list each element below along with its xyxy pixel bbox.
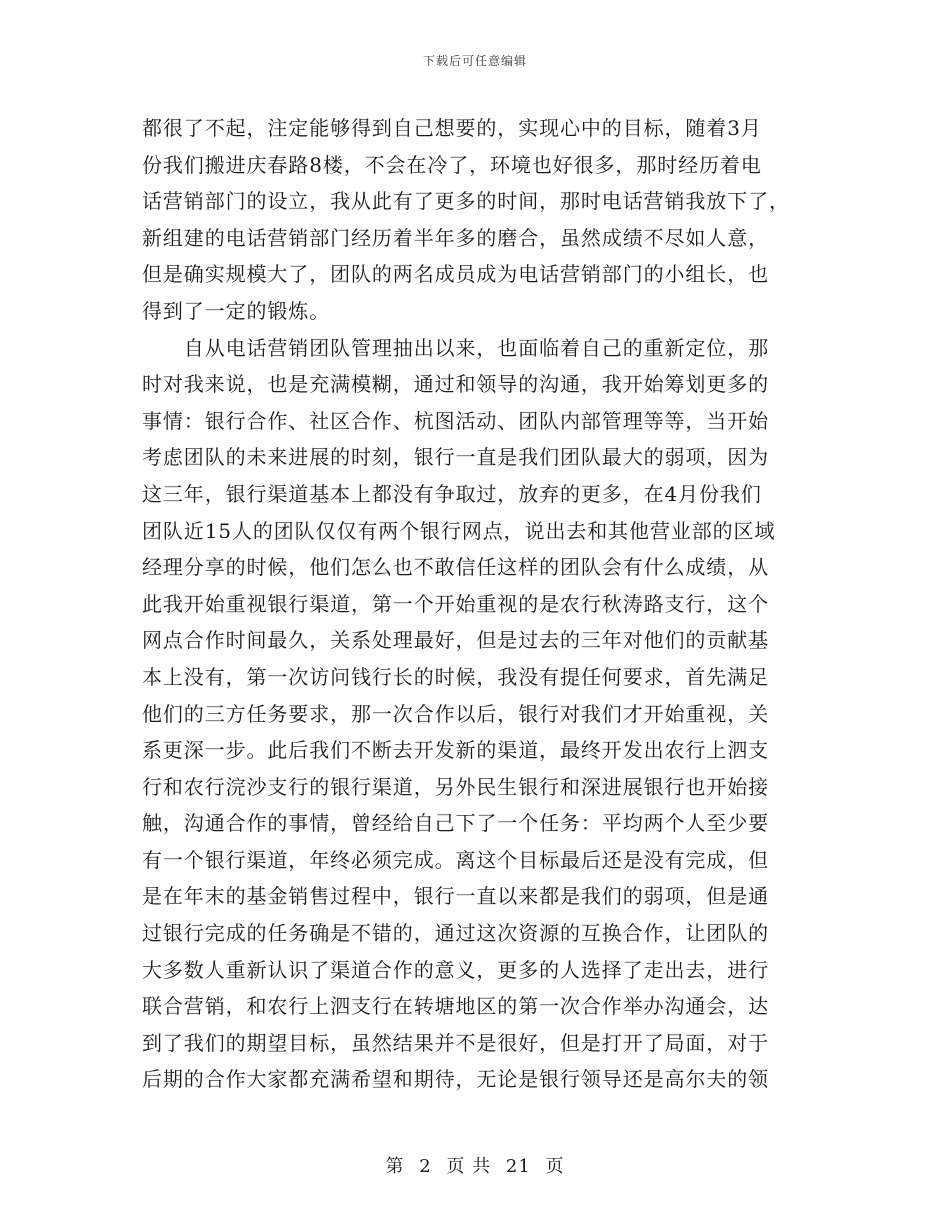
text-line: 事情：银行合作、社区合作、杭图活动、团队内部管理等等，当开始 (142, 408, 769, 433)
text-line: 新组建的电话营销部门经历着半年多的磨合，虽然成绩不尽如人意， (142, 225, 769, 250)
text-line: 此我开始重视银行渠道，第一个开始重视的是农行秋涛路支行，这个 (142, 591, 769, 616)
text-line: 话营销部门的设立，我从此有了更多的时间，那时电话营销我放下了， (142, 189, 790, 214)
text-line: 大多数人重新认识了渠道合作的意义，更多的人选择了走出去，进行 (142, 957, 769, 982)
text-line: 份我们搬进庆春路8楼，不会在冷了，环境也好很多，那时经历着电 (142, 152, 762, 177)
text-line: 但是确实规模大了，团队的两名成员成为电话营销部门的小组长，也 (142, 262, 769, 287)
text-line: 有一个银行渠道，年终必须完成。离这个目标最后还是没有完成，但 (142, 847, 769, 872)
footer-total-pages: 21 (505, 1156, 531, 1177)
text-line: 过银行完成的任务确是不错的，通过这次资源的互换合作，让团队的 (142, 921, 769, 946)
text-line: 后期的合作大家都充满希望和期待，无论是银行领导还是高尔夫的领 (142, 1067, 769, 1092)
page-footer (0, 1152, 950, 1178)
footer-middle: 页 共 (446, 1156, 492, 1177)
document-body (142, 110, 806, 1098)
text-line: 这三年，银行渠道基本上都没有争取过，放弃的更多，在4月份我们 (142, 481, 762, 506)
footer-current-page: 2 (419, 1156, 432, 1177)
text-line: 他们的三方任务要求，那一次合作以后，银行对我们才开始重视，关 (142, 701, 769, 726)
text-line: 都很了不起，注定能够得到自己想要的，实现心中的目标，随着3月 (142, 116, 762, 140)
text-line: 得到了一定的锻炼。 (142, 298, 331, 323)
text-line: 经理分享的时候，他们怎么也不敢信任这样的团队会有什么成绩，从 (142, 555, 769, 580)
text-line: 自从电话营销团队管理抽出以来，也面临着自己的重新定位，那 (142, 335, 769, 360)
page-header: 下载后可任意编辑 (422, 54, 527, 68)
text-line: 到了我们的期望目标，虽然结果并不是很好，但是打开了局面，对于 (142, 1030, 769, 1055)
text-line: 时对我来说，也是充满模糊，通过和领导的沟通，我开始筹划更多的 (142, 372, 769, 397)
footer-prefix: 第 (385, 1156, 405, 1177)
text-line: 触，沟通合作的事情，曾经给自己下了一个任务：平均两个人至少要 (142, 811, 769, 836)
text-line: 联合营销，和农行上泗支行在转塘地区的第一次合作举办沟通会，达 (142, 994, 769, 1019)
text-line: 系更深一步。此后我们不断去开发新的渠道，最终开发出农行上泗支 (142, 738, 769, 763)
text-line: 考虑团队的未来进展的时刻，银行一直是我们团队最大的弱项，因为 (142, 445, 769, 470)
footer-suffix: 页 (545, 1156, 565, 1177)
text-line: 团队近15人的团队仅仅有两个银行网点，说出去和其他营业部的区域 (142, 518, 776, 543)
text-line: 网点合作时间最久，关系处理最好，但是过去的三年对他们的贡献基 (142, 628, 769, 653)
text-line: 是在年末的基金销售过程中，银行一直以来都是我们的弱项，但是通 (142, 884, 769, 909)
text-line: 本上没有，第一次访问钱行长的时候，我没有提任何要求，首先满足 (142, 664, 769, 689)
text-line: 行和农行浣沙支行的银行渠道，另外民生银行和深进展银行也开始接 (142, 774, 769, 799)
